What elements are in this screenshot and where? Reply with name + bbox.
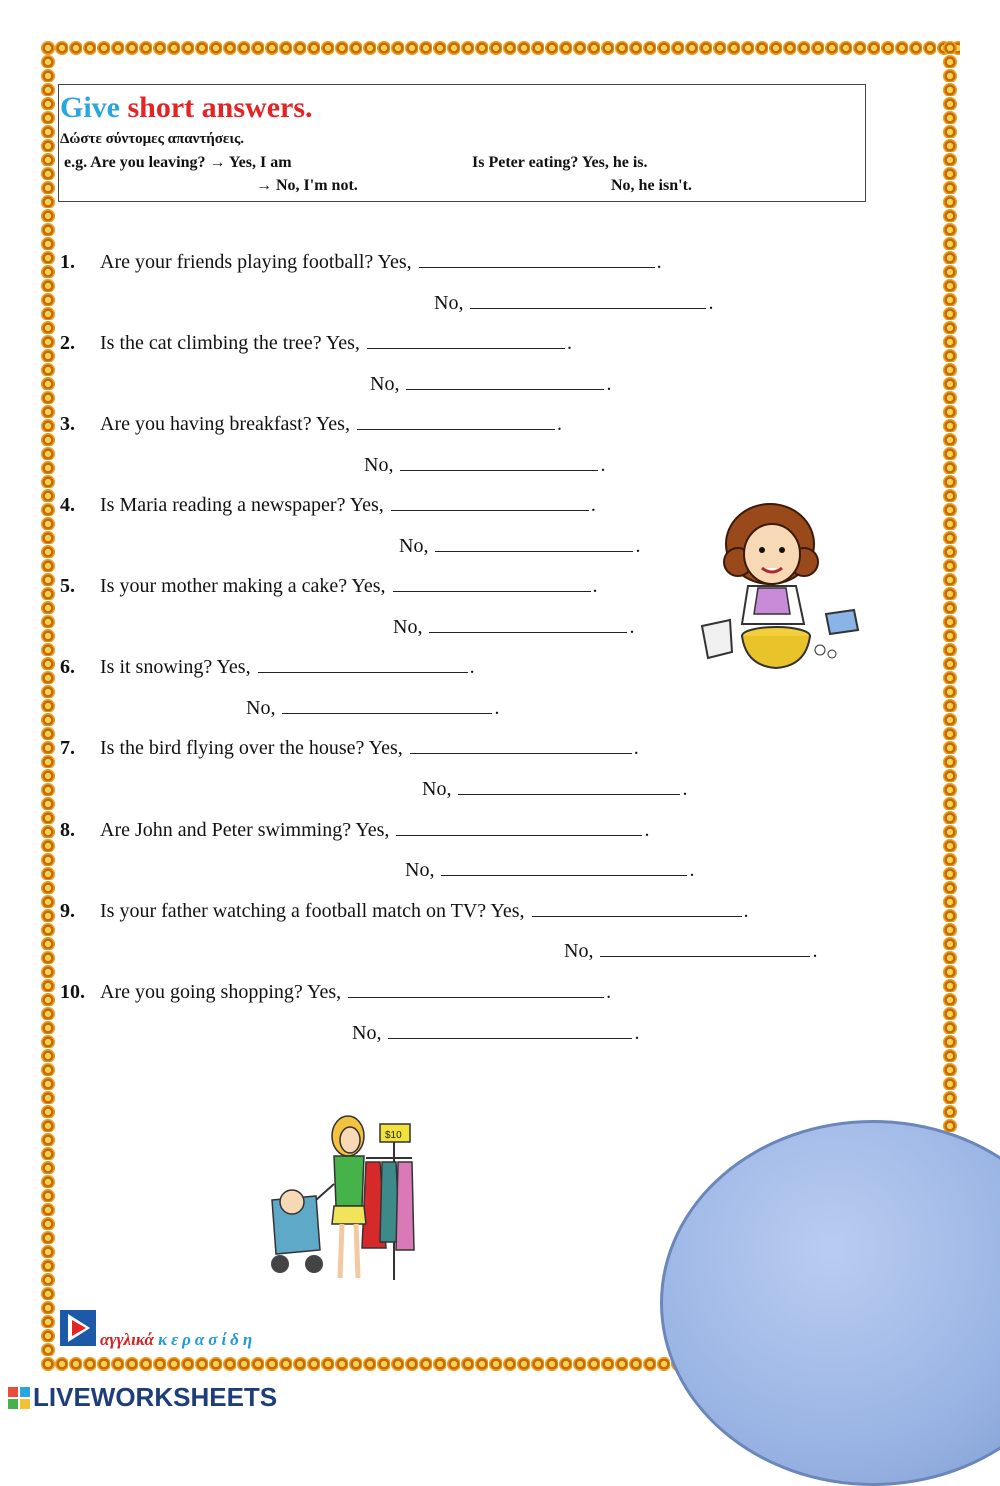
flower-border-left (40, 40, 56, 1370)
answer-yes-blank[interactable] (348, 981, 604, 998)
no-label: No, (434, 292, 464, 314)
answer-no-blank[interactable] (429, 616, 627, 633)
answer-yes-blank[interactable] (532, 900, 742, 917)
logo-word-2: κερασίδη (158, 1330, 257, 1349)
answer-no-blank[interactable] (406, 373, 604, 390)
answer-no-row: No, . (405, 859, 695, 881)
answer-yes-blank[interactable] (393, 575, 591, 592)
liveworksheets-icon (8, 1387, 30, 1409)
greek-subtitle: Δώστε σύντομες απαντήσεις. (60, 131, 245, 147)
answer-yes-blank[interactable] (367, 332, 565, 349)
no-label: No, (422, 778, 452, 800)
question-row: 7. Is the bird flying over the house? Yes, . (60, 737, 639, 759)
no-label: No, (564, 940, 594, 962)
question-row: 5. Is your mother making a cake? Yes, . (60, 575, 598, 597)
question-number: 7. (60, 737, 75, 759)
publisher-logo-icon (60, 1310, 96, 1346)
logo-word-1: αγγλικά (100, 1330, 154, 1349)
answer-no-blank[interactable] (435, 535, 633, 552)
question-number: 10. (60, 981, 85, 1003)
no-label: No, (364, 454, 394, 476)
title-short-answers: short answers. (127, 91, 313, 124)
question-row: 2. Is the cat climbing the tree? Yes, . (60, 332, 572, 354)
answer-yes-blank[interactable] (258, 656, 468, 673)
question-number: 9. (60, 900, 75, 922)
question-text: Is Maria reading a newspaper? Yes, (100, 494, 384, 516)
answer-no-blank[interactable] (400, 454, 598, 471)
question-number: 3. (60, 413, 75, 435)
answer-yes-blank[interactable] (410, 737, 632, 754)
no-label: No, (393, 616, 423, 638)
baking-woman-illustration (696, 502, 862, 672)
question-number: 1. (60, 251, 75, 273)
answer-no-blank[interactable] (282, 697, 492, 714)
no-label: No, (399, 535, 429, 557)
answer-no-row: No, . (422, 778, 688, 800)
question-row: 1. Are your friends playing football? Yes, . (60, 251, 662, 273)
question-text: Is your father watching a football match on TV? Yes, (100, 900, 525, 922)
title-word-give: Give (60, 91, 120, 124)
answer-no-row: No, . (370, 373, 612, 395)
no-label: No, (246, 697, 276, 719)
answer-yes-blank[interactable] (357, 413, 555, 430)
question-text: Are John and Peter swimming? Yes, (100, 819, 390, 841)
example-right-2: No, he isn't. (611, 177, 692, 194)
flower-border-top (40, 40, 960, 56)
answer-no-row: No, . (399, 535, 641, 557)
answer-no-blank[interactable] (458, 778, 680, 795)
no-label: No, (352, 1022, 382, 1044)
question-number: 5. (60, 575, 75, 597)
question-text: Is the bird flying over the house? Yes, (100, 737, 403, 759)
example-left-2: → No, I'm not. (256, 177, 358, 194)
publisher-logo-text (100, 1330, 256, 1350)
question-text: Is the cat climbing the tree? Yes, (100, 332, 360, 354)
question-row: 4. Is Maria reading a newspaper? Yes, . (60, 494, 596, 516)
answer-no-row: No, . (564, 940, 818, 962)
answer-no-blank[interactable] (441, 859, 687, 876)
answer-no-row: No, . (246, 697, 500, 719)
example-left-1: e.g. Are you leaving? → Yes, I am (64, 154, 292, 171)
answer-yes-blank[interactable] (391, 494, 589, 511)
no-label: No, (405, 859, 435, 881)
price-tag-text: $10 (385, 1130, 402, 1141)
page-title (60, 90, 313, 126)
answer-no-row: No, . (393, 616, 635, 638)
answer-yes-blank[interactable] (419, 251, 655, 268)
question-row: 8. Are John and Peter swimming? Yes, . (60, 819, 650, 841)
question-row: 3. Are you having breakfast? Yes, . (60, 413, 562, 435)
question-number: 8. (60, 819, 75, 841)
question-row: 6. Is it snowing? Yes, . (60, 656, 475, 678)
answer-no-row: No, . (364, 454, 606, 476)
decorative-blue-circle (660, 1120, 1000, 1486)
liveworksheets-brand[interactable] (8, 1382, 277, 1413)
example-right-1: Is Peter eating? Yes, he is. (472, 154, 648, 171)
question-text: Is it snowing? Yes, (100, 656, 251, 678)
question-row: 9. Is your father watching a football match on TV? Yes, . (60, 900, 749, 922)
question-text: Is your mother making a cake? Yes, (100, 575, 386, 597)
answer-no-row: No, . (352, 1022, 640, 1044)
answer-no-blank[interactable] (600, 940, 810, 957)
question-number: 4. (60, 494, 75, 516)
question-row: 10. Are you going shopping? Yes, . (60, 981, 612, 1003)
question-number: 6. (60, 656, 75, 678)
question-number: 2. (60, 332, 75, 354)
question-text: Are your friends playing football? Yes, (100, 251, 412, 273)
answer-yes-blank[interactable] (396, 819, 642, 836)
no-label: No, (370, 373, 400, 395)
shopping-woman-illustration (262, 1110, 422, 1286)
answer-no-blank[interactable] (388, 1022, 632, 1039)
answer-no-row: No, . (434, 292, 714, 314)
question-text: Are you having breakfast? Yes, (100, 413, 350, 435)
liveworksheets-text: LIVEWORKSHEETS (33, 1382, 278, 1412)
question-text: Are you going shopping? Yes, (100, 981, 342, 1003)
answer-no-blank[interactable] (470, 292, 706, 309)
